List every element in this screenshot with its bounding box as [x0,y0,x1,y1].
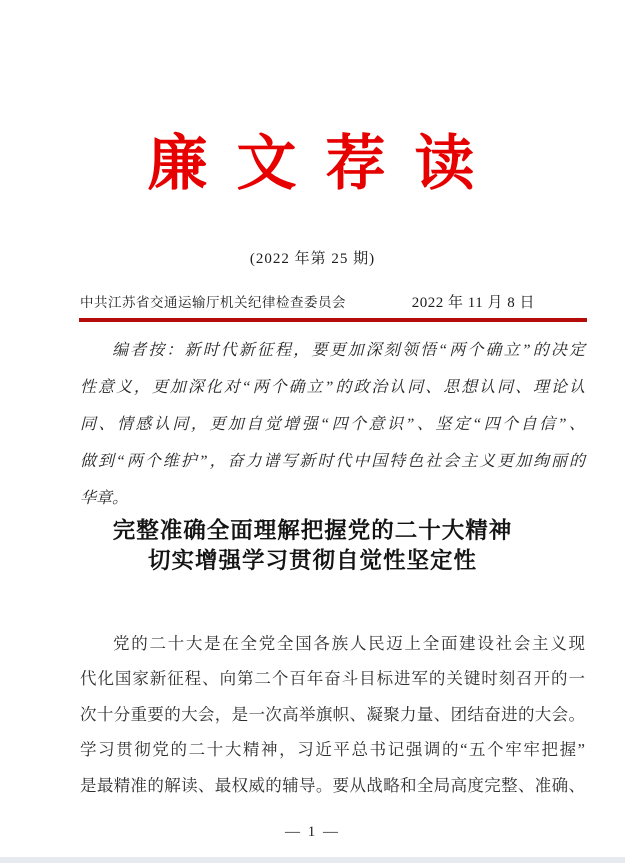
editor-note-line: 同、情感认同，更加自觉增强“四个意识”、坚定“四个自信”、 [80,416,585,433]
body-line: 次十分重要的大会，是一次高举旗帜、凝聚力量、团结奋进的大会。 [80,704,585,724]
body-line: 学习贯彻党的二十大精神，习近平总书记强调的“五个牢牢把握” [80,740,585,760]
body-line: 是最精准的解读、最权威的辅导。要从战略和全局高度完整、准确、 [80,775,585,795]
header-rule-divider [79,318,587,322]
body-line: 代化国家新征程、向第二个百年奋斗目标进军的关键时刻召开的一 [80,669,585,689]
issue-number: (2022 年第 25 期) [249,251,376,267]
article-title [0,516,625,576]
article-body [80,626,585,803]
article-title-line-1: 完整准确全面理解把握党的二十大精神 [112,518,513,543]
editor-note [80,332,585,517]
page-bottom-edge [0,857,625,863]
masthead-title: 廉 文 荐 读 [147,131,478,197]
publisher-name: 中共江苏省交通运输厅机关纪律检查委员会 [80,295,346,310]
article-title-line-2: 切实增强学习贯彻自觉性坚定性 [147,548,477,573]
publisher-row [80,293,585,313]
editor-note-line: 性意义，更加深化对“两个确立”的政治认同、思想认同、理论认 [80,379,585,396]
body-line: 党的二十大是在全党全国各族人民迈上全面建设社会主义现 [113,634,585,653]
publish-date: 2022 年 11 月 8 日 [411,295,535,311]
editor-note-line: 做到“两个维护”，奋力谱写新时代中国特色社会主义更加绚丽的 [80,453,585,470]
editor-note-line: 华章。 [80,490,129,507]
page-number: — 1 — [285,824,340,840]
editor-note-line: 编者按：新时代新征程，要更加深刻领悟“两个确立”的决定 [112,342,585,359]
